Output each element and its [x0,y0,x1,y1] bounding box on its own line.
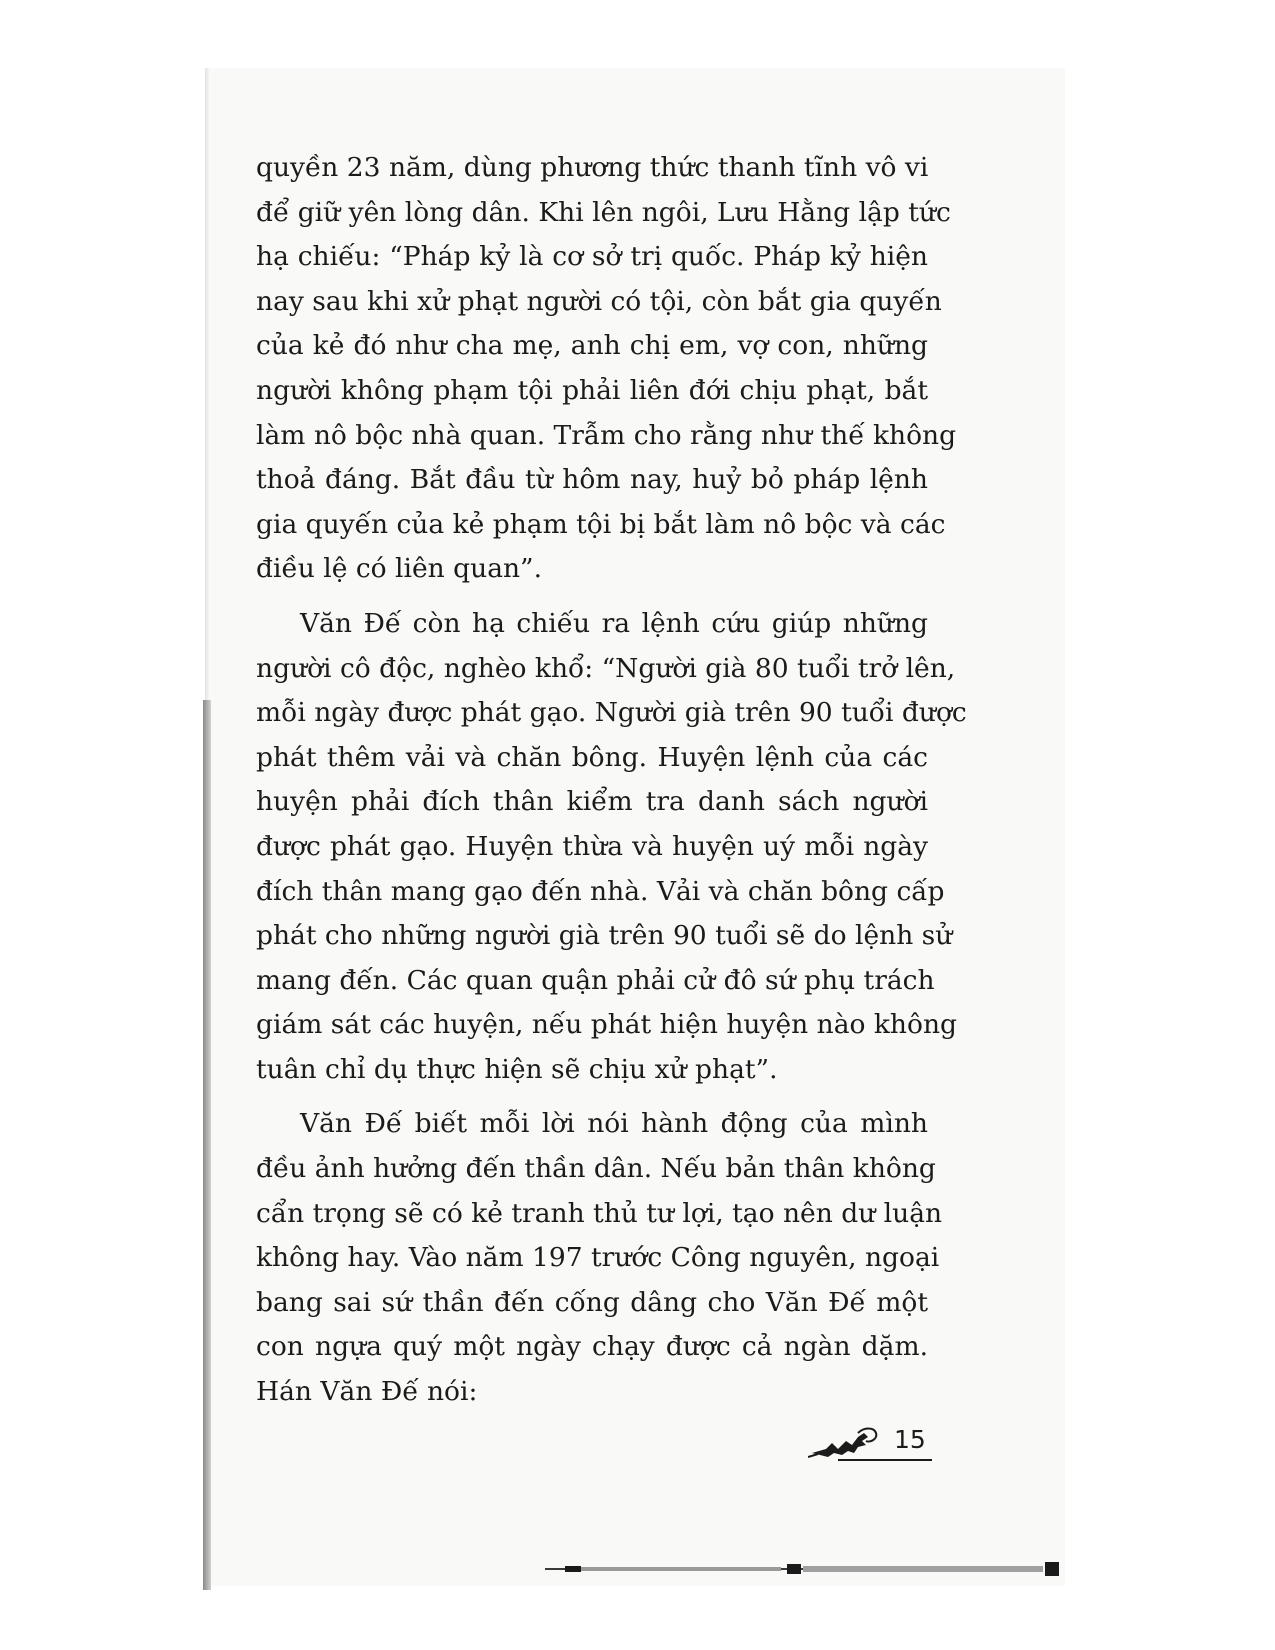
page-footer [808,1425,938,1465]
text-line: phát cho những người già trên 90 tuổi sẽ do lệnh sử [256,920,953,952]
text-line: gia quyến của kẻ phạm tội bị bắt làm nô bộc và các [256,508,946,540]
paragraph [256,146,957,592]
text-line: giám sát các huyện, nếu phát hiện huyện nào không [256,1009,957,1041]
paragraph-gap [256,1092,928,1102]
paragraph [256,1102,943,1414]
text-line: bang sai sứ thần đến cống dâng cho Văn Đế một [256,1286,928,1318]
spine-shadow [203,700,211,1590]
text-line: đích thân mang gạo đến nhà. Vải và chăn bông cấp [256,875,945,907]
text-line: cẩn trọng sẽ có kẻ tranh thủ tư lợi, tạo nên dư luận [256,1197,943,1229]
text-line: của kẻ đó như cha mẹ, anh chị em, vợ con, những [256,330,928,362]
page-number-rule [838,1459,932,1461]
text-line: làm nô bộc nhà quan. Trẫm cho rằng như thế không [256,419,957,451]
galloping-horse-icon [808,1427,898,1461]
text-line: Văn Đế biết mỗi lời nói hành động của mình [300,1108,928,1140]
text-line: hạ chiếu: “Pháp kỷ là cơ sở trị quốc. Pháp kỷ hiện [256,241,928,273]
text-line: điều lệ có liên quan”. [256,553,543,585]
text-line: mang đến. Các quan quận phải cử đô sứ phụ trách [256,964,935,996]
text-line: được phát gạo. Huyện thừa và huyện uý mỗi ngày [256,830,928,862]
text-line: người cô độc, nghèo khổ: “Người già 80 tuổi trở lên, [256,652,956,684]
text-line: đều ảnh hưởng đến thần dân. Nếu bản thân không [256,1153,936,1185]
paragraph [256,602,967,1093]
paragraph-gap [256,592,928,602]
body-text [256,146,967,1415]
text-line: thoả đáng. Bắt đầu từ hôm nay, huỷ bỏ pháp lệnh [256,464,928,496]
text-line: Hán Văn Đế nói: [256,1376,478,1408]
text-line: mỗi ngày được phát gạo. Người già trên 90 tuổi được [256,697,967,729]
text-line: tuân chỉ dụ thực hiện sẽ chịu xử phạt”. [256,1053,778,1085]
page-number: 15 [894,1425,926,1454]
text-line: người không phạm tội phải liên đới chịu phạt, bắt [256,374,928,406]
text-line: huyện phải đích thân kiểm tra danh sách người [256,786,928,818]
text-line: Văn Đế còn hạ chiếu ra lệnh cứu giúp những [300,607,928,639]
text-line: phát thêm vải và chăn bông. Huyện lệnh của các [256,741,928,773]
spine-highlight [205,68,209,708]
scan-edge-bar [545,1562,1065,1576]
text-line: quyền 23 năm, dùng phương thức thanh tĩnh vô vi [256,152,929,183]
text-line: nay sau khi xử phạt người có tội, còn bắt gia quyến [256,285,942,317]
text-line: con ngựa quý một ngày chạy được cả ngàn dặm. [256,1331,928,1363]
text-line: để giữ yên lòng dân. Khi lên ngôi, Lưu Hằng lập tức [256,196,951,228]
text-line: không hay. Vào năm 197 trước Công nguyên, ngoại [256,1242,940,1274]
